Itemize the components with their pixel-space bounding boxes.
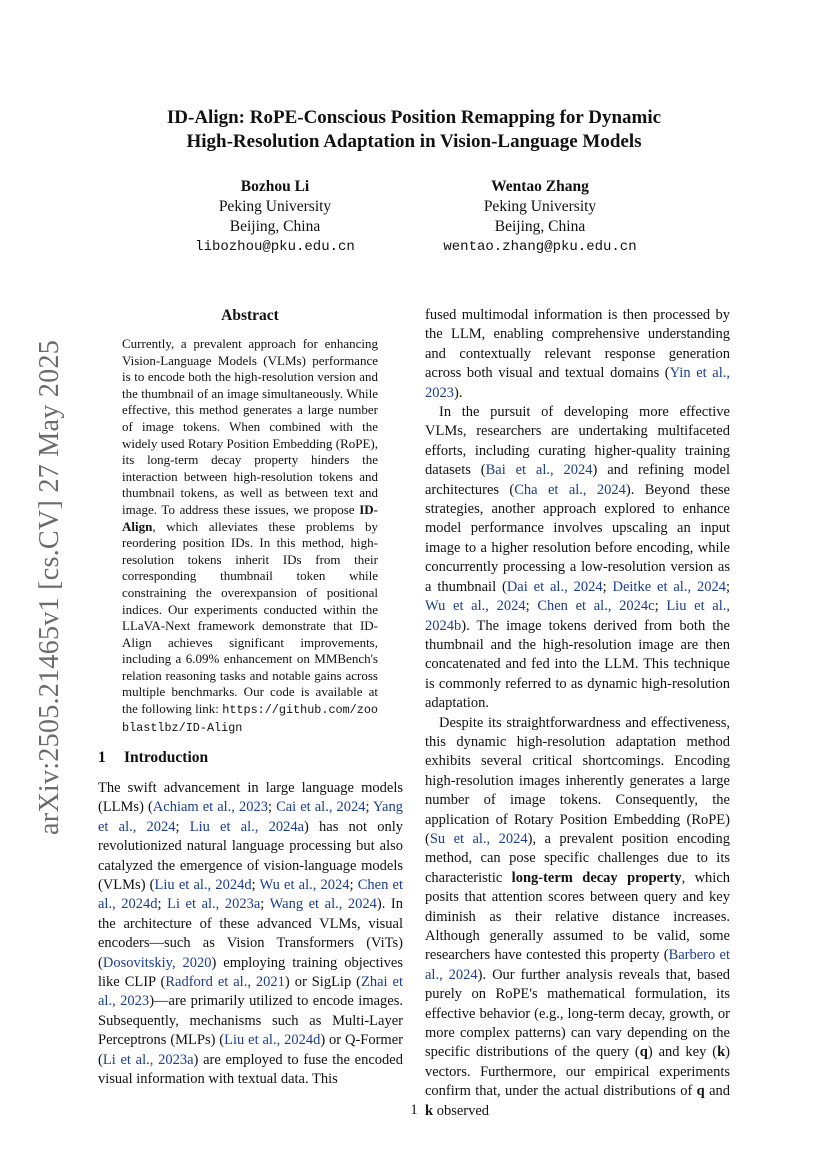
body-text: and [704,1083,731,1100]
section-title: Introduction [124,749,209,766]
body-paragraph [425,403,730,714]
citation-link[interactable]: Deitke et al., 2024 [612,578,726,595]
body-text: ), a prevalent position encoding method, can pose specific challenges due to its characteristic [425,830,730,886]
citation-link[interactable]: Cai et al., 2024 [276,799,366,816]
citation-link[interactable]: Dosovitskiy, 2020 [102,954,212,971]
citation-link[interactable]: Su et al., 2024 [429,830,528,847]
body-text: ; [525,598,538,615]
body-text: Despite its straightforwardness and effectiveness, this dynamic high-resolution adaptation method exhibits several critical shortcomings. Encoding high-resolution images inherently generates a large number of image tokens. Consequently, the application of Rotary Position Embedding (RoPE) ( [425,714,730,847]
body-text: ; [365,799,374,816]
body-text: In the pursuit of developing more effective VLMs, researchers are undertaking multifaceted efforts, including curating higher-quality training datasets ( [425,404,730,479]
citation-link[interactable]: Radford et al., 2021 [165,974,285,991]
body-text: ; [349,877,358,894]
body-text: ). In the architecture of these advanced VLMs, visual encoders—such as Vision Transformers (ViTs) ( [98,896,403,971]
citation-link[interactable]: Zhai et al., 2023 [98,974,403,1010]
body-text: The swift advancement in large language models (LLMs) ( [98,780,403,816]
abstract-body [122,336,378,736]
body-text: ; [251,877,260,894]
body-text: ) or Q-Former ( [98,1032,403,1068]
body-text: observed [433,1102,490,1119]
body-text: ) or SigLip ( [284,974,361,991]
abstract-text-part-1: Currently, a prevalent approach for enhancing Vision-Language Models (VLMs) performance is to encode both the high-resolution version and the thumbnail of an image simultaneously. While effective, this method generates a large number of image tokens. When combined with the widely used Rotary Position Embedding (RoPE), its long-term decay property hinders the interaction between high-resolution tokens and thumbnail tokens, as well as between text and image. To address these issues, we propose [122,336,378,517]
author-name: Wentao Zhang [491,178,589,195]
body-text: ) are employed to fuse the encoded visual information with textual data. This [98,1051,403,1088]
code-link[interactable]: https://github.com/zooblastlbz/ID-Align [122,703,378,735]
section-number: 1 [98,749,106,766]
body-paragraph [425,714,730,1122]
bold-term: k [425,1102,434,1119]
body-text: ; [267,799,277,816]
body-text: ) and refining model architectures ( [425,462,730,498]
author-affiliation: Peking University [483,198,597,215]
citation-link[interactable]: Yang et al., 2024 [98,799,403,835]
citation-link[interactable]: Liu et al., 2024d [224,1032,321,1049]
body-text: ; [725,578,730,595]
abstract-text-part-2: , which alleviates these problems by reordering position IDs. In this method, high-resolution tokens inherit IDs from their corresponding thumbnail token while constraining the overexpansion of positional indices. Our experiments conducted within the LLaVA-Next framework demonstrate that ID-Align achieves significant improvements, including a 6.09% enhancement on MMBench's relation reasoning tasks and notable gains across multiple benchmarks. Our code is available at the following link: [122,518,378,717]
body-text: ) has not only revolutionized natural language processing but also catalyzed the emergence of vision-language models (VLMs) ( [98,818,403,894]
intro-paragraph [98,779,403,1090]
section-heading [98,748,403,768]
citation-link[interactable]: Li et al., 2023a [167,896,261,913]
author-name: Bozhou Li [240,178,310,195]
citation-link[interactable]: Liu et al., 2024b [425,598,730,634]
method-name: ID-Align [122,501,378,534]
citation-link[interactable]: Li et al., 2023a [102,1051,194,1068]
citation-link[interactable]: Liu et al., 2024d [154,877,252,894]
bold-term: q [639,1044,648,1061]
author-block-2 [420,177,660,257]
body-text: ). The image tokens derived from both the thumbnail and the high-resolution image are then concatenated and fed into the LLM. This technique is commonly referred to as dynamic high-resolution adaptation. [425,617,730,712]
body-paragraph [425,306,730,403]
citation-link[interactable]: Chen et al., 2024c [537,598,655,615]
citation-link[interactable]: Yin et al., 2023 [425,365,730,401]
body-text: ; [157,896,168,913]
arxiv-side-stamp [16,340,76,835]
paper-title [100,106,728,154]
citation-link[interactable]: Wu et al., 2024 [425,598,526,615]
body-text: )—are primarily utilized to encode images. Subsequently, mechanisms such as Multi-Layer Perceptrons (MLPs) ( [98,993,403,1049]
abstract-heading: Abstract [221,307,279,324]
author-affiliation: Peking University [218,198,332,215]
author-email[interactable]: libozhou@pku.edu.cn [195,239,355,255]
citation-link[interactable]: Barbero et al., 2024 [425,947,730,983]
body-text: , which posits that attention scores between query and key diminish as their relative distance increases. Although generally assumed to be valid, some researchers have contested this property ( [425,869,731,964]
right-column [425,306,730,1121]
body-text: ; [654,598,667,615]
bold-term: long-term decay property [511,869,682,886]
citation-link[interactable]: Cha et al., 2024 [514,481,626,498]
body-text: ). Our further analysis reveals that, based purely on RoPE's mathematical formulation, its effective behavior (e.g., long-term decay, growth, or more complex patterns) can vary depending on the specific distributions of the query ( [425,966,730,1061]
intro-left-column [98,779,403,1090]
author-block-1 [155,177,395,257]
citation-link[interactable]: Chen et al., 2024d [98,877,403,913]
citation-link[interactable]: Liu et al., 2024a [189,818,305,835]
title-line-2: High-Resolution Adaptation in Vision-Language Models [186,131,642,152]
body-text: ). [454,384,463,401]
body-text: ). Beyond these strategies, another approach explored to enhance model performance involves upscaling an input image to a higher resolution before encoding, while concurrently processing a low-resolution version as a thumbnail ( [425,481,730,595]
author-email[interactable]: wentao.zhang@pku.edu.cn [443,239,637,255]
citation-link[interactable]: Wu et al., 2024 [259,877,350,894]
citation-link[interactable]: Dai et al., 2024 [506,578,603,595]
citation-link[interactable]: Wang et al., 2024 [269,896,377,913]
body-text: fused multimodal information is then processed by the LLM, enabling comprehensive understanding and contextually relevant response generation across both visual and textual domains ( [425,307,730,382]
body-text: ) employing training objectives like CLIP ( [98,954,403,991]
body-text: ; [602,578,613,595]
body-text: ; [175,818,190,835]
author-location: Beijing, China [229,218,321,235]
author-location: Beijing, China [494,218,586,235]
bold-term: q [696,1083,705,1100]
bold-term: k [717,1044,726,1061]
arxiv-identifier: arXiv:2505.21465v1 [cs.CV] 27 May 2025 [34,343,65,835]
citation-link[interactable]: Bai et al., 2024 [485,462,593,479]
body-text: ) vectors. Furthermore, our empirical experiments confirm that, under the actual distributions of [425,1044,731,1100]
citation-link[interactable]: Achiam et al., 2023 [152,799,268,816]
body-text: ; [260,896,270,913]
title-line-1: ID-Align: RoPE-Conscious Position Remapping for Dynamic [166,107,662,128]
body-text: ) and key ( [647,1044,718,1061]
page-number: 1 [410,1102,418,1118]
